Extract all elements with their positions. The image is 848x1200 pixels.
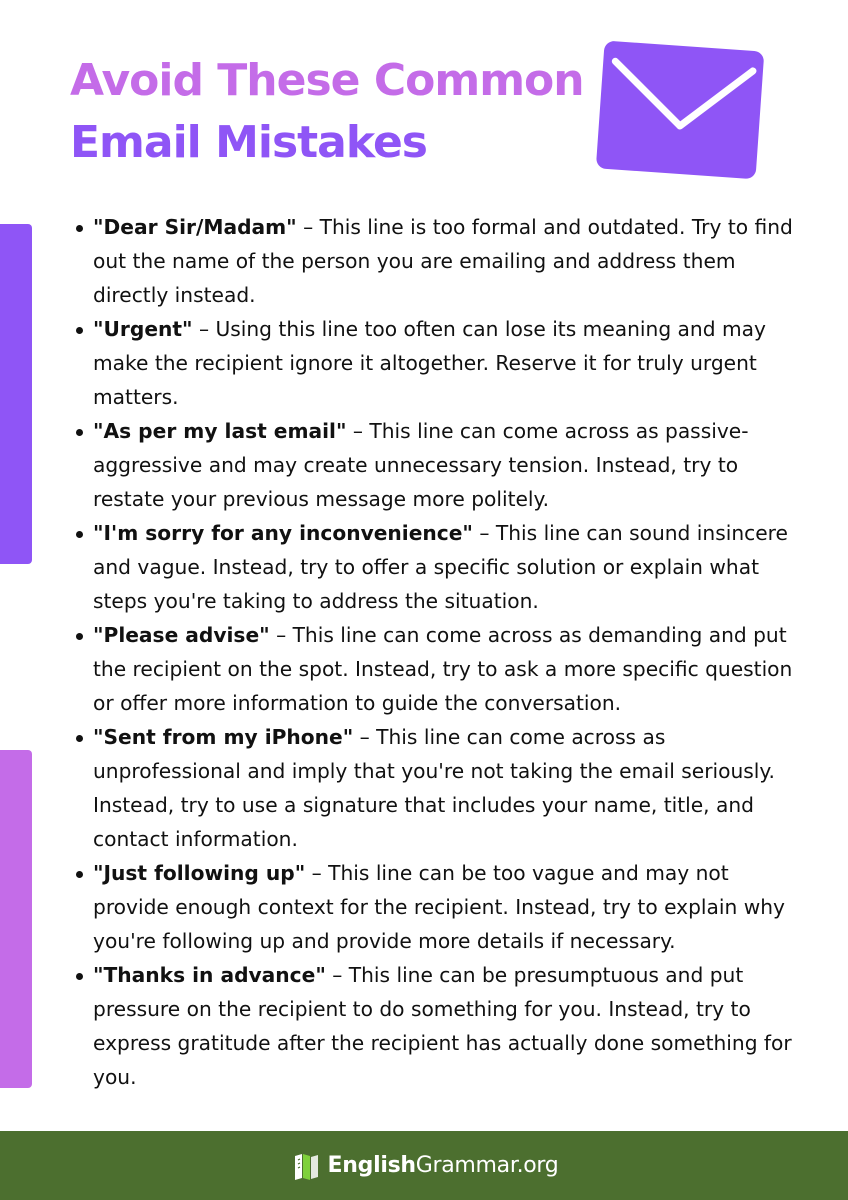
mistake-phrase: "Dear Sir/Madam" [93, 215, 297, 239]
list-item [93, 312, 798, 414]
page-title-line-2: Email Mistakes [70, 117, 427, 168]
mistakes-list [93, 210, 798, 1094]
list-item [93, 618, 798, 720]
mistake-phrase: "I'm sorry for any inconvenience" [93, 521, 473, 545]
envelope-icon [590, 36, 772, 186]
decorative-bar-top [0, 224, 32, 564]
page-title [70, 50, 584, 174]
list-item [93, 516, 798, 618]
mistake-explanation: – This line can come across as passive-aggressive and may create unnecessary tension. Instead, try to restate your previous message more politely. [93, 419, 749, 511]
mistake-explanation: – This line can sound insincere and vague. Instead, try to offer a specific solution or explain what steps you're taking to address the situation. [93, 521, 788, 613]
list-item [93, 958, 798, 1094]
decorative-bar-bottom [0, 750, 32, 1088]
mistake-phrase: "Sent from my iPhone" [93, 725, 354, 749]
mistake-phrase: "Thanks in advance" [93, 963, 326, 987]
mistake-phrase: "Just following up" [93, 861, 306, 885]
mistake-explanation: – This line can come across as demanding and put the recipient on the spot. Instead, try to ask a more specific question or offer more information to guide the conversation. [93, 623, 793, 715]
mistake-explanation: – This line can come across as unprofessional and imply that you're not taking the email seriously. Instead, try to use a signature that includes your name, title, and contact information. [93, 725, 775, 851]
mistake-explanation: – This line is too formal and outdated. Try to find out the name of the person you are emailing and address them directly instead. [93, 215, 793, 307]
mistake-explanation: – This line can be presumptuous and put pressure on the recipient to do something for you. Instead, try to express gratitude after the recipient has actually done something for you. [93, 963, 792, 1089]
mistake-phrase: "Urgent" [93, 317, 193, 341]
brand-link[interactable] [290, 1149, 559, 1183]
brand-name-regular: Grammar.org [415, 1153, 559, 1178]
brand-name-bold: English [327, 1153, 416, 1178]
brand-name [328, 1153, 559, 1178]
footer [0, 1131, 848, 1200]
list-item [93, 856, 798, 958]
mistake-explanation: – This line can be too vague and may not provide enough context for the recipient. Instead, try to explain why you're following up and provide more details if necessary. [93, 861, 785, 953]
mistake-phrase: "Please advise" [93, 623, 270, 647]
mistake-phrase: "As per my last email" [93, 419, 347, 443]
list-item [93, 210, 798, 312]
list-item [93, 414, 798, 516]
list-item [93, 720, 798, 856]
page-title-line-1: Avoid These Common [70, 55, 584, 106]
book-logo-icon [290, 1149, 324, 1183]
mistake-explanation: – Using this line too often can lose its meaning and may make the recipient ignore it altogether. Reserve it for truly urgent matters. [93, 317, 766, 409]
